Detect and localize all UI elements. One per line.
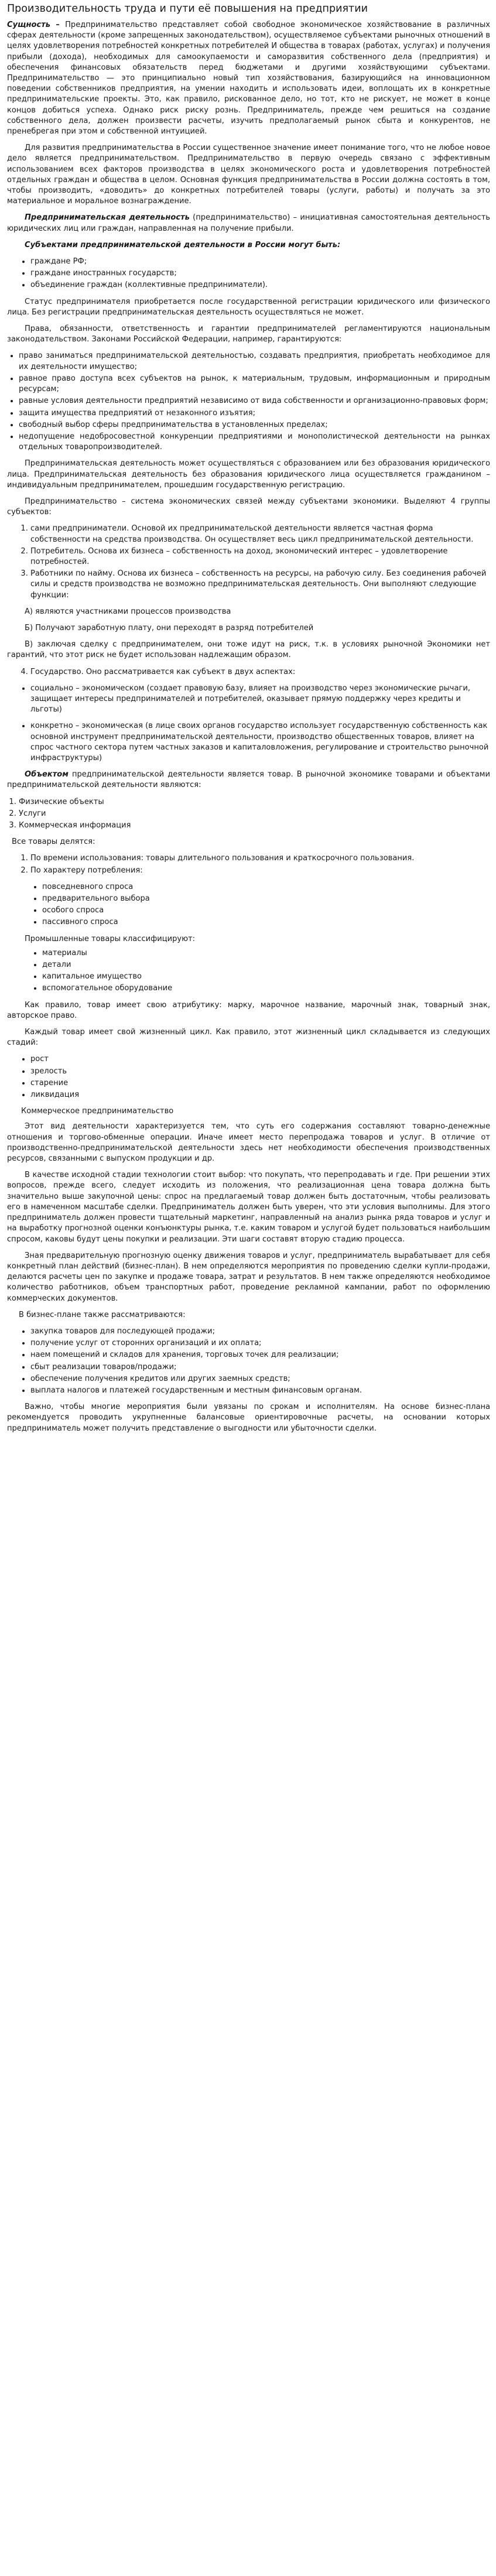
forecast-paragraph: Зная предварительную прогнозную оценку движения товаров и услуг, предприниматель вырабатывает для себя конкретный план действий (бизнес-план). В нем определяются мероприятия по проведению сделки купли-продажи, делаются расчеты цен по закупке и продаже товара, затрат и результатов. В нем также определяются необходимое количество работников, объем транспортных работ, проведение рекламной кампании, работ по оформлению коммерческих документов.	[7, 1251, 490, 1303]
list-item: • сбыт реализации товаров/продажи;	[30, 1362, 490, 1373]
list-item: • получение услуг от сторонних организаций и их оплата;	[30, 1338, 490, 1349]
initial-stage-paragraph: В качестве исходной стадии технологии стоит выбор: что покупать, что перепродавать и где. При решении этих вопросов, прежде всего, следует исходить из положения, что реализационная цена товара должна быть значительно выше закупочной цены: спрос на предлагаемый товар должен быть достаточным, чтобы реализовать его в намеченном масштабе сделки. Предприниматель должен быть уверен, что эти условия выполнимы. Для этого предприниматель должен провести тщательный маркетинг, направленный на анализ рынка ряда товаров и услуг и на выработку прогнозной оценки конъюнктуры рынка, т.е. каким товаром и услугой будет пользоваться наибольшим спросом, каковы будут цены покупки и реализации. Эти шаги составят вторую стадию процесса.	[7, 1171, 490, 1244]
aspects-list	[7, 683, 490, 764]
list-item: • граждане РФ;	[30, 256, 490, 267]
list-item: 1. По времени использования: товары длительного пользования и краткосрочного пользования.	[30, 853, 490, 864]
list-item: • повседневного спроса	[42, 882, 490, 892]
business-plan-list	[7, 1326, 490, 1396]
list-item: 1. сами предприниматели. Основой их предпринимательской деятельности является частная форма собственности на средства производства. Он осуществляет весь цикл предпринимательской деятельности.	[30, 524, 490, 545]
object-term: Объектом	[25, 770, 69, 779]
attributes-paragraph: Как правило, товар имеет свою атрибутику: марку, марочное название, марочный знак, товарный знак, авторское право.	[7, 1000, 490, 1020]
subjects-heading: Субъектами предпринимательской деятельности в России могут быть:	[25, 240, 341, 249]
list-item: • детали	[42, 960, 490, 970]
subjects-list	[7, 256, 490, 291]
function-b: Б) Получают заработную плату, они переходят в разряд потребителей	[25, 623, 314, 632]
list-item: • зрелость	[30, 1066, 490, 1077]
list-item: • пассивного спроса	[42, 917, 490, 928]
list-item: • равные условия деятельности предприятий независимо от вида собственности и организационно-правовых форм;	[19, 396, 490, 406]
commercial-paragraph: Этот вид деятельности характеризуется тем, что суть его содержания составляют товарно-денежные отношения и торгово-обменные операции. Иначе имеет место перепродажа товаров и услуг. В отличие от производственно-предпринимательской деятельности здесь нет необходимости обеспечения производственных ресурсов, связанными с выпуском продукции и др.	[7, 1122, 490, 1164]
list-item: • ликвидация	[30, 1090, 490, 1100]
list-item: • обеспечение получения кредитов или других заемных средств;	[30, 1374, 490, 1384]
contract-paragraph: В) заключая сделку с предпринимателем, они тоже идут на риск, т.к. в условиях рыночной Экономики нет гарантий, что этот риск не будет использован надлежащим образом.	[7, 640, 490, 660]
list-item: • равное право доступа всех субъектов на рынок, к материальным, трудовым, информационным и природным ресурсам;	[19, 374, 490, 395]
list-item: • право заниматься предпринимательской деятельностью, создавать предприятия, приобретать необходимое для их деятельности имущество;	[19, 351, 490, 372]
definition-term: Предпринимательская деятельность	[25, 213, 190, 223]
groups-list	[7, 524, 490, 600]
forms-paragraph: Предпринимательская деятельность может осуществляться с образованием или без образования юридического лица. Предпринимательская деятельность без образования юридического лица осуществляется гражданином – индивидуальным предпринимателем, прошедшим государственную регистрацию.	[7, 459, 490, 490]
list-item: • защита имущества предприятий от незаконного изъятия;	[19, 408, 490, 419]
rights-paragraph: Права, обязанности, ответственность и гарантии предпринимателей регламентируются национальным законодательством. Законами Российской Федерации, например, гарантируются:	[7, 324, 490, 344]
list-item: • недопущение недобросовестной конкуренции предприятиями и монополистической деятельности на рынках отдельных товаропроизводителей.	[19, 432, 490, 453]
goods-division-list	[7, 853, 490, 875]
list-item: 2. Потребитель. Основа их бизнеса – собственность на доход, экономический интерес – удовлетворение потребностей.	[30, 546, 490, 567]
list-item: • социально – экономическом (создает правовую базу, влияет на производство через экономические рычаги, защищает интересы предпринимателей и потребителей, оказывает прямую поддержку через кредиты и льготы)	[30, 683, 490, 716]
goods-divided-heading: Все товары делятся:	[12, 837, 95, 847]
list-item: • закупка товаров для последующей продажи;	[30, 1326, 490, 1337]
list-item: • старение	[30, 1078, 490, 1089]
lifecycle-list	[7, 1054, 490, 1100]
industrial-heading: Промышленные товары классифицируют:	[25, 934, 196, 943]
system-paragraph: Предпринимательство – система экономических связей между субъектами экономики. Выделяют 4 группы субъектов:	[7, 497, 490, 517]
list-item: • объединение граждан (коллективные предприниматели).	[30, 280, 490, 290]
group-4-list	[7, 667, 490, 678]
list-item: • граждане иностранных государств;	[30, 268, 490, 279]
intro-text: Предпринимательство представляет собой свободное экономическое хозяйствование в различных сферах деятельности (кроме запрещенных законодательством), осуществляемое субъектами рыночных отношений в целях удовлетворения потребностей конкретных потребителей И общества в товарах (работах, услугах) и получения прибыли (дохода), необходимых для самоокупаемости и саморазвития собственного дела (предприятия) и обеспечения финансовых обязательств перед бюджетами и другими хозяйствующими субъектами. Предпринимательство — это принципиально новый тип хозяйствования, базирующийся на инновационном поведении собственников предприятия, на умении находить и использовать идеи, воплощать их в конкретные предпринимательские проекты. Это, как правило, рискованное дело, но тот, кто не рискует, не может в конце концов добиться успеха. Однако риск риску рознь. Предприниматель, прежде чем решиться на создание собственного дела, должен произвести расчеты, изучить предполагаемый рынок сбыта и конкурентов, не пренебрегая при этом и собственной интуицией.	[7, 20, 491, 136]
list-item: • наем помещений и складов для хранения, торговых точек для реализации;	[30, 1350, 490, 1360]
list-item: 3. Коммерческая информация	[19, 820, 490, 831]
business-plan-heading: В бизнес-плане также рассматриваются:	[19, 1310, 186, 1319]
list-item: • конкретно – экономическая (в лице своих органов государство использует государственную собственность как основной инструмент предпринимательской деятельности, производство общественных товаров, влияет на спрос частного сектора путем частных заказов и капиталовложения, регулирование и строительство рыночной инфраструктуры)	[30, 721, 490, 764]
final-paragraph: Важно, чтобы многие мероприятия были увязаны по срокам и исполнителям. На основе бизнес-плана рекомендуется проводить укрупненные балансовые ориентировочные расчеты, на основании которых предприниматель может получить представление о выгодности или убыточности сделки.	[7, 1402, 490, 1433]
page-title: Производительность труда и пути её повышения на предприятии	[7, 3, 368, 15]
definition-paragraph	[7, 213, 490, 234]
list-item: • вспомогательное оборудование	[42, 983, 490, 994]
list-item: • особого спроса	[42, 905, 490, 916]
lifecycle-paragraph: Каждый товар имеет свой жизненный цикл. Как правило, этот жизненный цикл складывается из следующих стадий:	[7, 1028, 490, 1048]
object-text: предпринимательской деятельности является товар. В рыночной экономике товарами и объектами предпринимательской деятельности являются:	[7, 770, 490, 790]
list-item: • выплата налогов и платежей государственным и местным финансовым органам.	[30, 1386, 490, 1396]
objects-list	[7, 797, 490, 832]
list-item: • предварительного выбора	[42, 894, 490, 904]
list-item: 1. Физические объекты	[19, 797, 490, 808]
list-item: • свободный выбор сферы предпринимательства в установленных пределах;	[19, 420, 490, 430]
function-a: А) являются участниками процессов производства	[25, 607, 231, 616]
development-paragraph: Для развития предпринимательства в России существенное значение имеет понимание того, что не любое новое дело является предпринимательством. Предпринимательство в первую очередь связано с эффективным использованием всех факторов производства в целях экономического роста и удовлетворения потребностей отдельных граждан и общества в целом. Основная функция предпринимательства в России должна состоять в том, чтобы производить, «доводить» до конкретных потребителей товары (услуги, работы) и получать за это материальное и моральное вознаграждение.	[7, 143, 490, 206]
list-item: 2. По характеру потребления:	[30, 865, 490, 876]
object-paragraph	[7, 769, 490, 791]
rights-list	[7, 351, 490, 453]
intro-term: Сущность –	[7, 20, 60, 29]
definition-text: (предпринимательство) – инициативная самостоятельная деятельность юридических лиц или граждан, направленная на получение прибыли.	[7, 213, 490, 233]
status-paragraph: Статус предпринимателя приобретается после государственной регистрации юридического или физического лица. Без регистрации предпринимательская деятельность осуществляться не может.	[7, 297, 490, 317]
list-item: 2. Услуги	[19, 809, 490, 819]
list-item: 4. Государство. Оно рассматривается как субъект в двух аспектах:	[30, 667, 490, 678]
list-item: • рост	[30, 1054, 490, 1065]
commercial-heading: Коммерческое предпринимательство	[21, 1107, 174, 1116]
list-item: • материалы	[42, 948, 490, 959]
industrial-goods-list	[7, 948, 490, 994]
list-item: • капитальное имущество	[42, 971, 490, 982]
intro-paragraph	[7, 20, 490, 137]
consumer-goods-list	[7, 882, 490, 928]
list-item: 3. Работники по найму. Основа их бизнеса – собственность на ресурсы, на рабочую силу. Без соединения рабочей силы и средств производства не возможно предпринимательская деятельность. Они выполняют следующие функции:	[30, 569, 490, 601]
